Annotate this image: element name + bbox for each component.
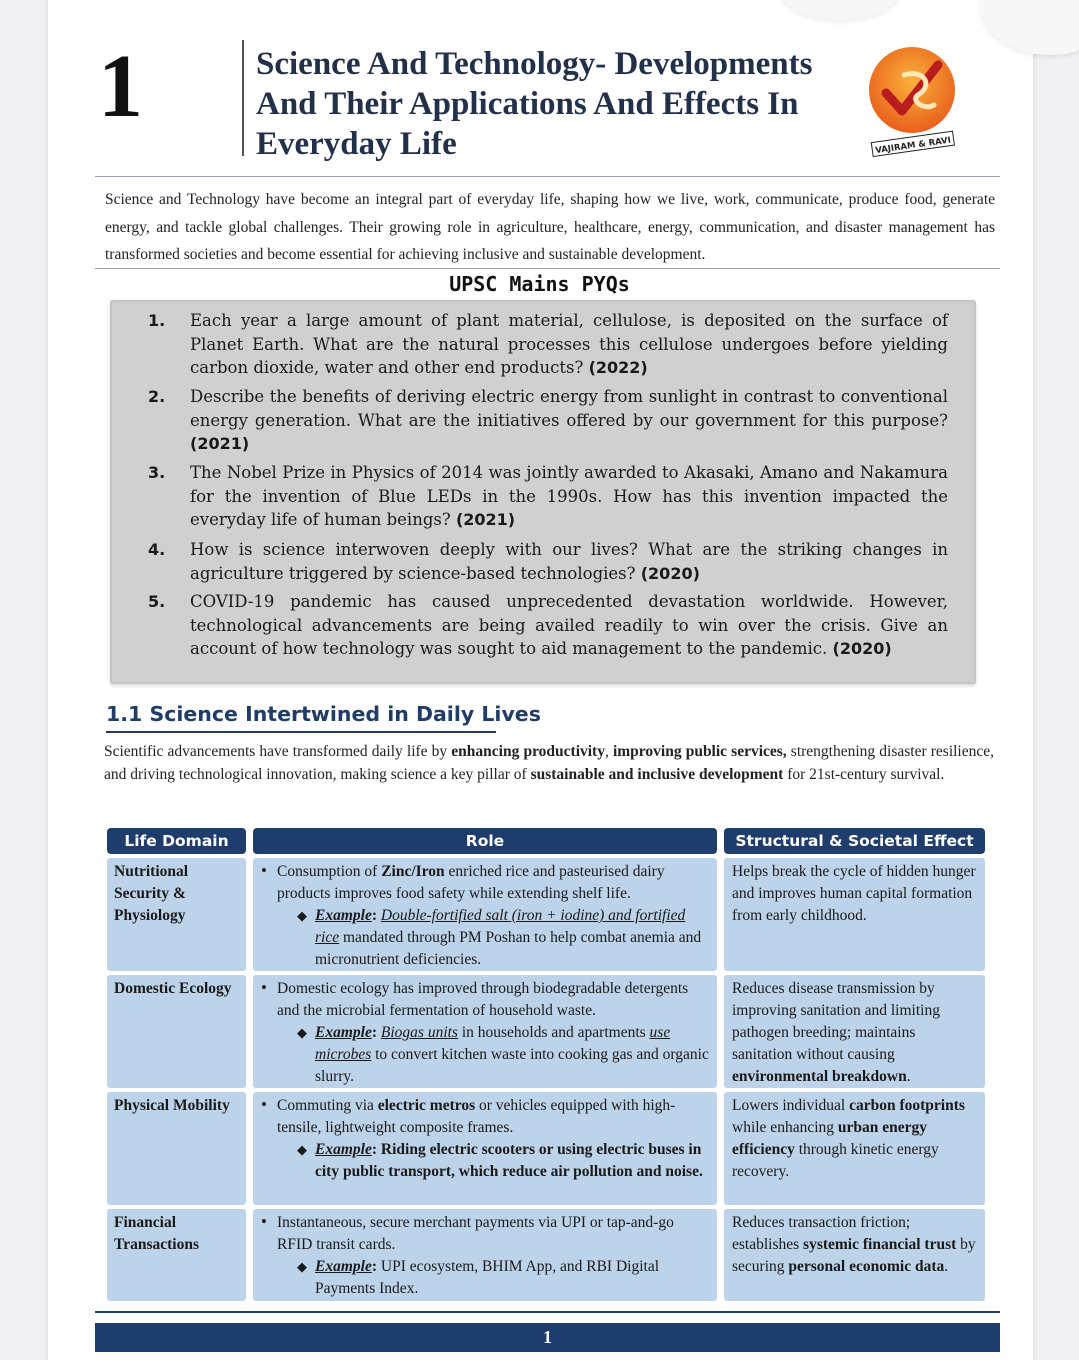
pyq-heading: UPSC Mains PYQs: [449, 272, 630, 296]
diamond-bullet-icon: ◆: [297, 908, 307, 923]
diamond-bullet-icon: ◆: [297, 1259, 307, 1274]
pyq-year: (2021): [190, 434, 250, 453]
table-cell-effect: Lowers individual carbon footprints while enhancing urban energy efficiency through kinetic energy recovery.: [724, 1092, 985, 1205]
chapter-divider: [242, 40, 244, 156]
table-header-role: Role: [253, 828, 717, 854]
table-cell-domain: Domestic Ecology: [107, 975, 246, 1088]
vajiram-ravi-logo: [864, 45, 960, 157]
pyq-item: [148, 309, 948, 380]
footer-bar: [95, 1323, 1000, 1352]
section-underline: [106, 731, 496, 733]
diamond-bullet-icon: ◆: [297, 1025, 307, 1040]
chapter-number: 1: [98, 37, 143, 136]
section-paragraph: Scientific advancements have transformed daily life by enhancing productivity, improving public services, strengthening disaster resilience, and driving technological innovation, making science a key pillar of sustainable and inclusive development for 21st-century survival.: [104, 743, 995, 783]
pyq-item: [148, 385, 948, 456]
pyq-year: (2020): [832, 639, 892, 658]
table-cell-effect: Reduces disease transmission by improving sanitation and limiting pathogen breeding; maintains sanitation without causing environmental breakdown.: [724, 975, 985, 1088]
table-cell-domain: Physical Mobility: [107, 1092, 246, 1205]
section-title: 1.1 Science Intertwined in Daily Lives: [106, 702, 541, 726]
pyq-text: COVID-19 pandemic has caused unprecedented devastation worldwide. However, technological advancements are being availed readily to win over the crisis. Give an account of how technology was sought to aid management to the pandemic.: [190, 592, 948, 658]
pyq-text: How is science interwoven deeply with our lives? What are the striking changes in agriculture triggered by science-based technologies?: [190, 540, 948, 583]
table-cell-role: • Consumption of Zinc/Iron enriched rice and pasteurised dairy products improves food safety while extending shelf life. ◆ Example: Double-fortified salt (iron + iodine) and fortified rice mandated through PM Poshan to help combat anemia and micronutrient deficiencies.: [253, 858, 717, 971]
table-cell-effect: Reduces transaction friction; establishes systemic financial trust by securing personal economic data.: [724, 1209, 985, 1301]
pyq-year: (2021): [455, 510, 516, 529]
chapter-title-line: Everyday Life: [256, 126, 457, 162]
pyq-item: [148, 590, 948, 661]
chapter-title-line: And Their Applications And Effects In: [256, 86, 799, 122]
page-number: 1: [543, 1327, 552, 1347]
pyq-number: 1.: [148, 311, 166, 330]
pyq-text: Describe the benefits of deriving electric energy from sunlight in contrast to conventional energy generation. What are the initiatives offered by our government for this purpose?: [190, 387, 948, 430]
diamond-bullet-icon: ◆: [297, 1142, 307, 1157]
table-cell-domain: Nutritional Security & Physiology: [107, 858, 246, 971]
pyq-number: 5.: [148, 592, 166, 611]
pyq-item: [148, 461, 948, 532]
table-header-effect: Structural & Societal Effect: [724, 828, 985, 854]
footer-rule: [95, 1311, 1000, 1313]
table-header-domain: Life Domain: [107, 828, 246, 854]
chapter-title-line: Science And Technology- Developments: [256, 46, 813, 82]
pyq-year: (2022): [588, 358, 648, 377]
table-cell-role: • Instantaneous, secure merchant payments via UPI or tap-and-go RFID transit cards. ◆ Example: UPI ecosystem, BHIM App, and RBI Digital Payments Index.: [253, 1209, 717, 1301]
pyq-item: [148, 538, 948, 585]
table-cell-role: • Domestic ecology has improved through biodegradable detergents and the microbial fermentation of household waste. ◆ Example: Biogas units in households and apartments use microbes to convert kitchen waste into cooking gas and organic slurry.: [253, 975, 717, 1088]
pyq-year: (2020): [640, 563, 700, 583]
logo-text: VAJIRAM & RAVI: [874, 135, 952, 157]
pyq-number: 3.: [148, 463, 166, 482]
pyq-text: Each year a large amount of plant material, cellulose, is deposited on the surface of Planet Earth. What are the natural processes this cellulose undergoes before yielding carbon dioxide, water and other end products?: [190, 311, 948, 377]
pyq-text: The Nobel Prize in Physics of 2014 was jointly awarded to Akasaki, Amano and Nakamura for the invention of Blue LEDs in the 1990s. How has this invention impacted the everyday life of human beings?: [190, 463, 948, 529]
intro-paragraph: Science and Technology have become an integral part of everyday life, shaping how we live, work, communicate, produce food, generate energy, and tackle global challenges. Their growing role in agriculture, healthcare, energy, communication, and disaster management has transformed societies and become essential for achieving inclusive and sustainable development.: [105, 191, 995, 263]
table-cell-domain: Financial Transactions: [107, 1209, 246, 1301]
table-cell-role: • Commuting via electric metros or vehicles equipped with high-tensile, lightweight composite frames. ◆ Example: Riding electric scooters or using electric buses in city public transport, which reduce air pollution and noise.: [253, 1092, 717, 1205]
table-cell-effect: Helps break the cycle of hidden hunger and improves human capital formation from early childhood.: [724, 858, 985, 971]
chapter-title: [256, 44, 856, 164]
pyq-number: 4.: [148, 540, 166, 559]
pyq-number: 2.: [148, 387, 166, 406]
